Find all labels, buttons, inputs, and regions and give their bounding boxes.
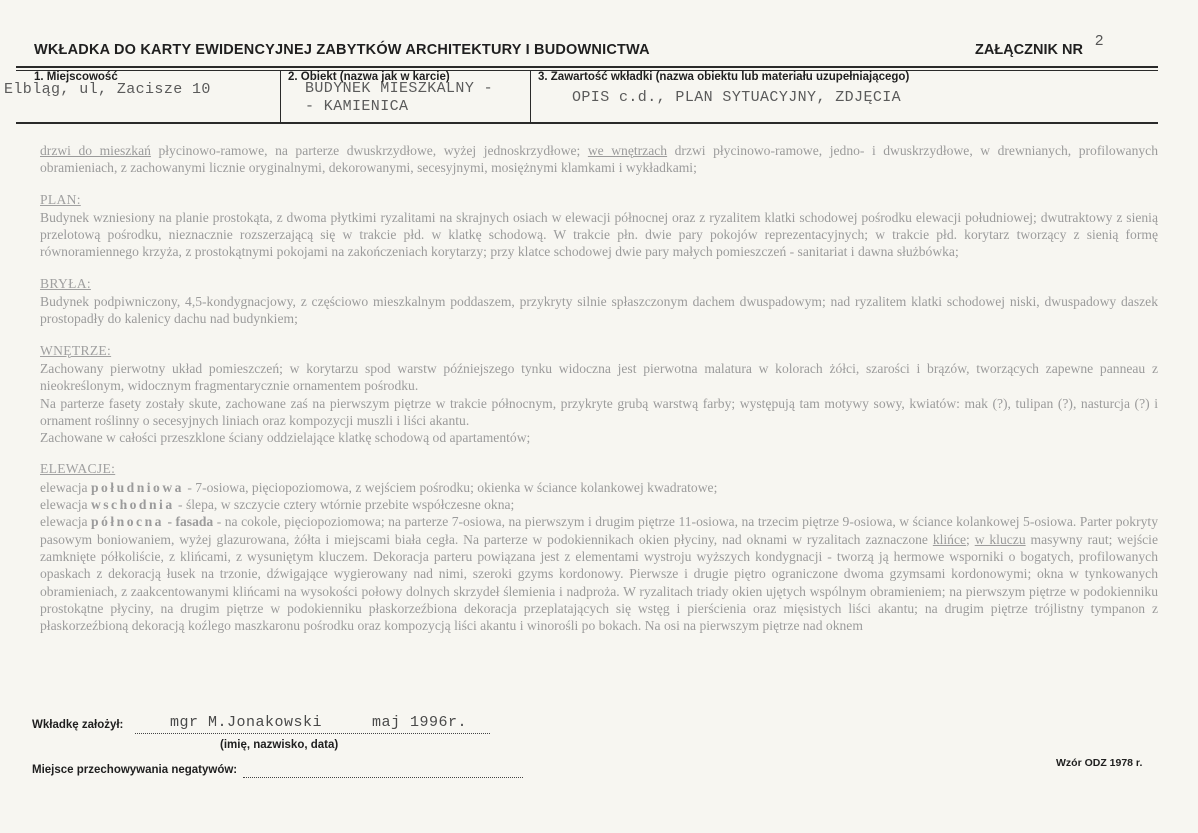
section-heading-bryla: BRYŁA: — [40, 275, 91, 291]
fields-rule — [16, 122, 1158, 124]
annex-label: ZAŁĄCZNIK NR — [975, 42, 1083, 58]
author-value: mgr M.Jonakowski — [170, 714, 323, 731]
wnetrze-paragraph-2: Na parterze fasety zostały skute, zachowane zaś na pierwszym piętrze w trakcie północnym, przykryte grubą warstwą farby; występują tam motywy sowy, kwiatów: mak (?), tulipan (?), nasturcja (?) i ornament roślinny o secesyjnych liniach oraz kompozycji muszli i liści akantu. — [40, 395, 1158, 428]
storage-label: Miejsce przechowywania negatywów: — [32, 764, 238, 776]
intro-paragraph: drzwi do mieszkań płycinowo-ramowe, na parterze dwuskrzydłowe, wyżej jednoskrzydłowe; we wnętrzach drzwi płycinowo-ramowe, jedno- i dwuskrzydłowe, w drewnianych, profilowanych obramieniach, z zachowanymi licznie oryginalnymi, dekorowanymi, secesyjnymi, mosiężnymi klamkami i wykładkami; — [40, 143, 1158, 176]
elewacja-poludniowa: elewacja południowa - 7-osiowa, pięciopoziomowa, z wejściem pośrodku; okienka w ściance kolankowej kwadratowe; — [40, 479, 718, 495]
section-heading-elewacje: ELEWACJE: — [40, 461, 116, 477]
elewacja-wschodnia: elewacja wschodnia - ślepa, w szczycie cztery wtórnie przebite współczesne okna; — [40, 497, 515, 513]
author-caption: (imię, nazwisko, data) — [220, 739, 339, 751]
field-object-value-line1: BUDYNEK MIESZKALNY - — [305, 80, 494, 97]
field-contents-value: OPIS c.d., PLAN SYTUACYJNY, ZDJĘCIA — [572, 89, 902, 106]
field-object-value-line2: - KAMIENICA — [305, 98, 409, 115]
field-locality-label: 1. Miejscowość — [34, 71, 118, 83]
field-divider-2 — [530, 70, 531, 123]
annex-number: 2 — [1095, 32, 1104, 49]
form-title: WKŁADKA DO KARTY EWIDENCYJNEJ ZABYTKÓW ARCHITEKTURY I BUDOWNICTWA — [34, 42, 650, 58]
storage-dotted-line — [243, 777, 523, 778]
description-body — [40, 142, 1158, 718]
elewacja-polnocna: elewacja północna - fasada - na cokole, pięciopoziomowa; na parterze 7-osiowa, na pierwszym i drugim piętrze 11-osiowa, na trzecim piętrze 9-osiowa, w ściance kolankowej 5-osiowa. Parter pokryty pasowym boniowaniem, wyżej glazurowana, żółta i miejscami biała cegła. Na parterze w podokiennikach okien płyciny, nad oknami w ryzalitach zaznaczone klińce; w kluczu masywny raut; wejście zamknięte półkoliście, z klińcami, z wysuniętym kluczem. Dekoracja parteru powiązana jest z elementami wystroju wyższych kondygnacji - tworzą ją hermowe wsporniki o bogatych, profilowanych opaskach z dekoracją łusek na trzonie, dźwigające wygierowany nad nimi, szeroki gzyms kordonowy. Pierwsze i drugie piętro ograniczone dwoma gzymsami kordonowymi; okna w tynkowanych obramieniach, z zaakcentowanymi klińcami na wysokości połowy dolnych skrzydeł ślemienia i nadproża. W ryzalitach triady okien ujętych wspólnym obramieniem; na pierwszym piętrze w podokienniku prostokątne płyciny, na drugim piętrze w podokienniku płaskorzeźbiona dekoracja przeplatających się wstęg i pierścienia oraz mięsistych liści akantu; na drugim piętrze trójlistny tympanon z płaskorzeźbioną dekoracją koźlego maszkaronu pośrodku oraz kompozycją liści akantu i winorośli po bokach. Na osi na pierwszym piętrze nad oknem — [40, 514, 1158, 634]
field-object-label: 2. Obiekt (nazwa jak w karcie) — [288, 71, 450, 83]
author-label: Wkładkę założył: — [32, 719, 124, 731]
wnetrze-paragraph-1: Zachowany pierwotny układ pomieszczeń; w korytarzu spod warstw późniejszego tynku widoczna jest pierwotna malatura w kolorach żółci, szarości i brązów, tworzących zapewne panneau z nieokreślonym, widocznym fragmentarycznie ornamentem pośrodku. — [40, 360, 1158, 394]
bryla-paragraph: Budynek podpiwniczony, 4,5-kondygnacjowy, z częściowo mieszkalnym poddaszem, przykryty silnie spłaszczonym dachem dwuspadowym; nad ryzalitem klatki schodowej niski, dwuspadowy daszek prostopadły do kalenicy dachu nad budynkiem; — [40, 294, 1158, 327]
author-dotted-line — [135, 733, 490, 734]
header-rule — [16, 66, 1158, 68]
date-value: maj 1996r. — [372, 714, 468, 731]
field-locality-value: Elbląg, ul, Zacisze 10 — [4, 81, 211, 98]
section-heading-wnetrze: WNĘTRZE: — [40, 342, 112, 358]
wnetrze-paragraph-3: Zachowane w całości przeszklone ściany oddzielające klatkę schodową od apartamentów; — [40, 430, 531, 446]
field-divider-1 — [280, 70, 281, 123]
field-contents-label: 3. Zawartość wkładki (nazwa obiektu lub materiału uzupełniającego) — [538, 71, 910, 83]
form-version-note: Wzór ODZ 1978 r. — [1056, 757, 1143, 769]
plan-paragraph: Budynek wzniesiony na planie prostokąta, z dwoma płytkimi ryzalitami na skrajnych osiach w elewacji północnej oraz z ryzalitem klatki schodowej pośrodku elewacji południowej; dwutraktowy z sienią przelotową pośrodku, nieznacznie rozszerzającą się w trakcie płd. w klatkę schodową. W trakcie płn. dwie pary pokojów reprezentacyjnych; w trakcie płd. korytarz tworzący z sienią formę równoramiennego krzyża, z prostokątnymi pokojami na zakończeniach korytarzy; przy klatce schodowej dwie pary małych pomieszczeń - sanitariat i dawna służbówka; — [40, 209, 1158, 260]
section-heading-plan: PLAN: — [40, 191, 81, 207]
